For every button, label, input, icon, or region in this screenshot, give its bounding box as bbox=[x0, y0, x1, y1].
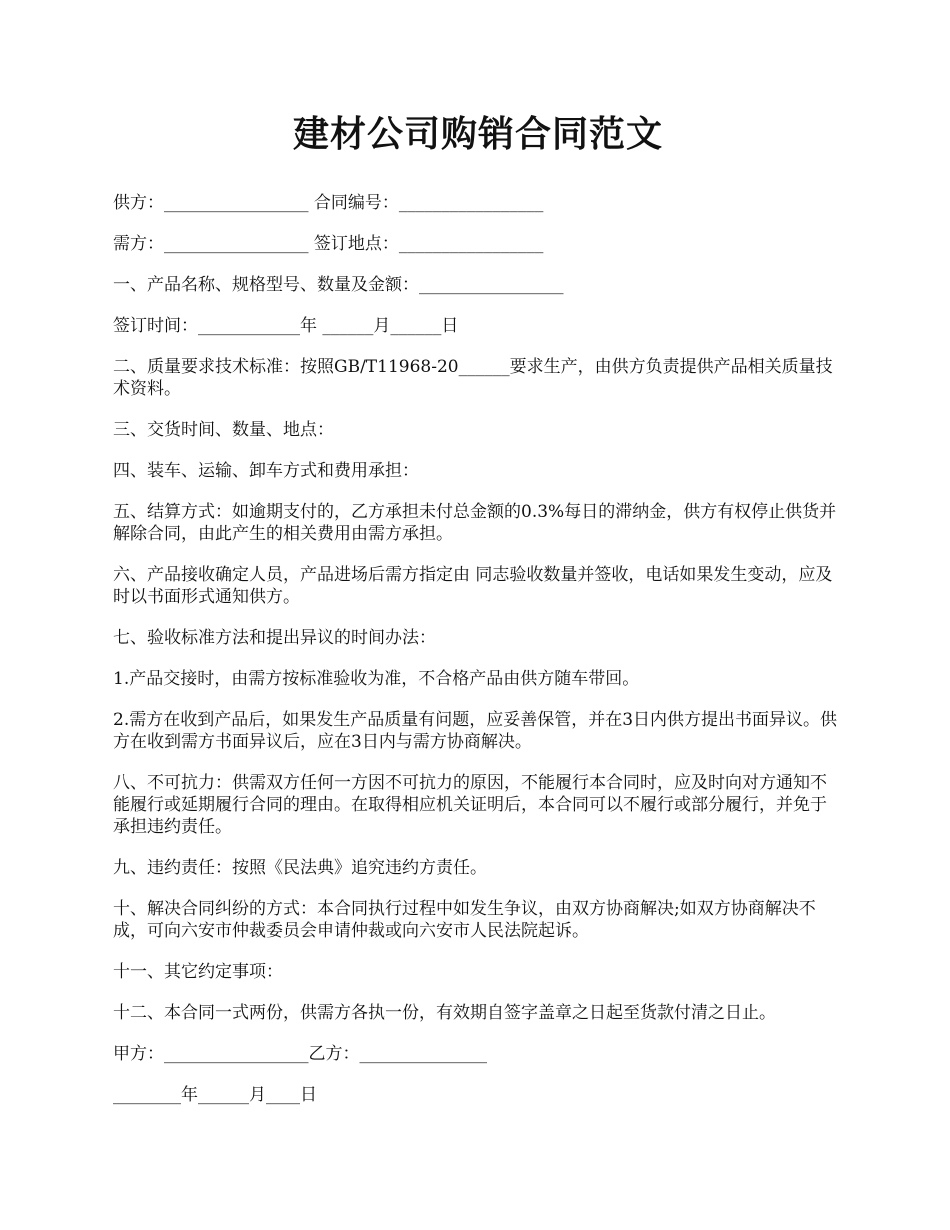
dispute-clause: 十、解决合同纠纷的方式：本合同执行过程中如发生争议，由双方协商解决;如双方协商解决不成，可向六安市仲裁委员会申请仲裁或向六安市人民法院起诉。 bbox=[113, 899, 816, 941]
signature-date-line: ________年______月____日 bbox=[113, 1085, 317, 1105]
other-terms-clause: 十一、其它约定事项： bbox=[113, 962, 283, 982]
signing-date-line: 签订时间：____________年 ______月______日 bbox=[113, 316, 459, 336]
liability-clause: 九、违约责任：按照《民法典》追究违约方责任。 bbox=[113, 858, 487, 878]
acceptance-item-2: 2.需方在收到产品后，如果发生产品质量有问题，应妥善保管，并在3日内供方提出书面异议。供方在收到需方书面异议后，应在3日内与需方协商解决。 bbox=[113, 710, 838, 752]
acceptance-item-1: 1.产品交接时，由需方按标准验收为准，不合格产品由供方随车带回。 bbox=[113, 669, 640, 689]
document-page bbox=[113, 110, 843, 1125]
force-majeure-clause: 八、不可抗力：供需双方任何一方因不可抗力的原因，不能履行本合同时，应及时向对方通知不能履行或延期履行合同的理由。在取得相应机关证明后，本合同可以不履行或部分履行，并免于承担违约责任。 bbox=[113, 773, 827, 837]
buyer-line: 需方：_________________ 签订地点：_________________ bbox=[113, 234, 544, 254]
acceptance-clause: 七、验收标准方法和提出异议的时间办法： bbox=[113, 628, 436, 648]
receiving-clause: 六、产品接收确定人员，产品进场后需方指定由 同志验收数量并签收，电话如果发生变动，应及时以书面形式通知供方。 bbox=[113, 565, 833, 607]
quality-clause: 二、质量要求技术标准：按照GB/T11968-20______要求生产，由供方负责提供产品相关质量技术资料。 bbox=[113, 357, 833, 399]
document-title: 建材公司购销合同范文 bbox=[292, 114, 663, 155]
delivery-clause: 三、交货时间、数量、地点： bbox=[113, 420, 334, 440]
signature-parties-line: 甲方：_________________乙方：_______________ bbox=[113, 1044, 487, 1064]
supplier-line: 供方：_________________ 合同编号：_________________ bbox=[113, 193, 544, 213]
copies-clause: 十二、本合同一式两份，供需方各执一份，有效期自签字盖章之日起至货款付清之日止。 bbox=[113, 1003, 776, 1023]
transport-clause: 四、装车、运输、卸车方式和费用承担： bbox=[113, 461, 419, 481]
settlement-clause: 五、结算方式：如逾期支付的，乙方承担未付总金额的0.3%每日的滞纳金，供方有权停止供货并解除合同，由此产生的相关费用由需方承担。 bbox=[113, 502, 837, 544]
product-line: 一、产品名称、规格型号、数量及金额：_________________ bbox=[113, 275, 564, 295]
